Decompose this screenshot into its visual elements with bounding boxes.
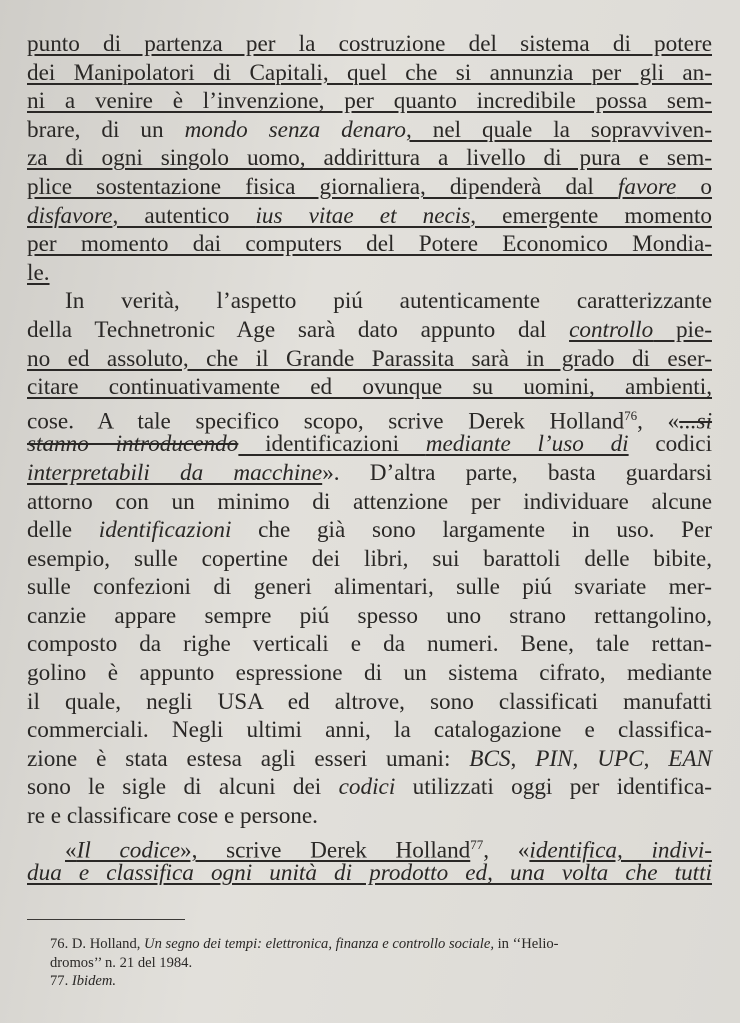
italic-span: mediante l’uso di <box>425 431 629 458</box>
text-span: sulle confezioni di generi alimentari, sulle piú svariate mer- <box>27 574 712 601</box>
italic-span: disfavore <box>27 202 113 229</box>
text-span: no ed assoluto, che il Grande Parassita sarà in grado di eser- <box>27 345 712 372</box>
text-span: canzie appare sempre piú spesso uno strano rettangolino, <box>27 602 712 629</box>
text-span: codici <box>628 431 713 458</box>
text-span: cose. A tale specifico scopo, scrive Derek Holland <box>27 408 625 435</box>
paragraph-start <box>27 287 712 316</box>
text-line <box>27 802 712 831</box>
footnote-77 <box>50 972 712 991</box>
italic-span: codici <box>338 774 396 801</box>
text-line <box>27 459 712 488</box>
text-line <box>27 516 712 545</box>
text-span: , autentico <box>112 202 256 229</box>
text-span: sono le sigle di alcuni dei <box>27 774 339 801</box>
text-span: , <box>510 745 536 772</box>
body-text <box>27 30 712 888</box>
text-line <box>27 259 712 288</box>
text-line <box>27 630 712 659</box>
footnote-text: dromos’’ n. 21 del 1984. <box>50 954 193 971</box>
text-line <box>27 545 712 574</box>
text-span: plice sostentazione fisica giornaliera, dipenderà dal <box>27 173 618 200</box>
text-line <box>27 30 712 59</box>
text-span: In verità, l’aspetto piú autenticamente caratterizzante <box>65 288 712 315</box>
text-line <box>27 144 712 173</box>
italic-span: identificazioni <box>98 517 232 544</box>
paragraph-start <box>27 831 713 864</box>
italic-span: dua e classifica ogni unità di prodotto ed, una volta che tutti <box>27 860 712 887</box>
text-span: ni a venire è l’invenzione, per quanto incredibile possa sem- <box>27 88 712 115</box>
text-span: composto da righe verticali e da numeri. Bene, tale rettan- <box>27 631 712 658</box>
text-span: attorno con un minimo di attenzione per individuare alcune <box>27 488 712 515</box>
italic-span: favore <box>617 173 677 200</box>
text-line <box>27 173 712 202</box>
text-span: o <box>676 173 713 200</box>
footnote-number: 77. <box>50 973 72 989</box>
text-line <box>27 716 712 745</box>
footnote-76-cont <box>50 954 712 973</box>
italic-span: identifica, indivi- <box>529 837 713 864</box>
text-span: pie- <box>653 316 712 343</box>
text-span: golino è appunto espressione di un sistema cifrato, mediante <box>27 660 712 687</box>
text-span: za di ogni singolo uomo, addirittura a livello di pura e sem- <box>27 145 712 172</box>
text-span: il quale, negli USA ed altrove, sono classificati manufatti <box>27 688 712 715</box>
italic-span: BCS <box>469 745 511 772</box>
italic-span: ius vitae et necis <box>255 202 471 229</box>
text-line <box>27 373 712 402</box>
text-span: brare, di un <box>27 116 185 143</box>
text-line <box>27 859 712 888</box>
text-span: », scrive Derek Holland <box>179 837 471 864</box>
text-span: , emergente momento <box>470 202 712 229</box>
text-line <box>27 430 712 459</box>
text-line <box>27 573 712 602</box>
text-span: esempio, sulle copertine dei libri, sui barattoli delle bibite, <box>27 545 712 572</box>
text-line <box>27 745 712 774</box>
text-span: utilizzati oggi per identifica- <box>395 774 712 801</box>
text-line <box>27 116 712 145</box>
text-span: re e classificare cose e persone. <box>27 803 318 830</box>
text-span: , nel quale la sopravviven- <box>405 116 712 143</box>
text-span: ». D’altra parte, basta guardarsi <box>322 459 712 486</box>
text-span: della Technetronic Age sarà dato appunto dal <box>27 316 570 343</box>
italic-span: controllo <box>569 316 654 343</box>
italic-span: mondo senza denaro <box>184 116 406 143</box>
text-span: commerciali. Negli ultimi anni, la catalogazione e classifica- <box>27 717 712 744</box>
text-line <box>27 773 712 802</box>
italic-span: PIN <box>535 745 573 772</box>
text-span: , <box>643 745 669 772</box>
text-span: punto di partenza per la costruzione del sistema di potere <box>27 31 712 57</box>
text-span: delle <box>27 517 99 544</box>
footnote-number: 76. D. Holland, <box>50 936 145 952</box>
text-line <box>27 230 712 259</box>
text-span: identificazioni <box>238 431 426 458</box>
text-line <box>27 602 712 631</box>
footnote-ref: 76 <box>624 407 638 423</box>
text-line <box>27 345 712 374</box>
text-span: « <box>65 837 77 864</box>
italic-span: EAN <box>668 745 713 772</box>
text-line <box>27 688 712 717</box>
italic-span: UPC <box>597 745 644 772</box>
text-span: per momento dai computers del Potere Economico Mondia- <box>27 231 712 258</box>
italic-span: ...si <box>679 408 713 435</box>
italic-span: interpretabili da macchine <box>27 459 323 486</box>
text-line <box>27 59 712 88</box>
text-line <box>27 402 713 435</box>
footnote-title: Ibidem. <box>71 973 117 989</box>
text-span: zione è stata estesa agli esseri umani: <box>27 745 470 772</box>
footnote-ref: 77 <box>470 836 484 852</box>
text-span: dei Manipolatori di Capitali, quel che si annunzia per gli an- <box>27 59 712 86</box>
footnote-title: Un segno dei tempi: elettronica, finanza e controllo sociale, <box>144 936 494 952</box>
footnote-76 <box>50 935 712 954</box>
text-line <box>27 316 712 345</box>
text-span: , « <box>483 837 530 864</box>
text-span: , <box>572 745 598 772</box>
italic-span: stanno introducendo <box>27 431 239 458</box>
text-span: , « <box>637 408 680 435</box>
text-line <box>27 87 712 116</box>
text-line <box>27 659 712 688</box>
text-span: citare continuativamente ed ovunque su uomini, ambienti, <box>27 374 712 401</box>
footnote-text: in ‘‘Helio- <box>493 936 559 952</box>
footnotes <box>50 935 712 991</box>
footnote-divider <box>27 919 185 920</box>
text-line <box>27 202 712 231</box>
italic-span: Il codice <box>76 837 180 864</box>
text-line <box>27 488 712 517</box>
text-span: che già sono largamente in uso. Per <box>231 517 713 544</box>
text-span: le. <box>27 259 50 286</box>
